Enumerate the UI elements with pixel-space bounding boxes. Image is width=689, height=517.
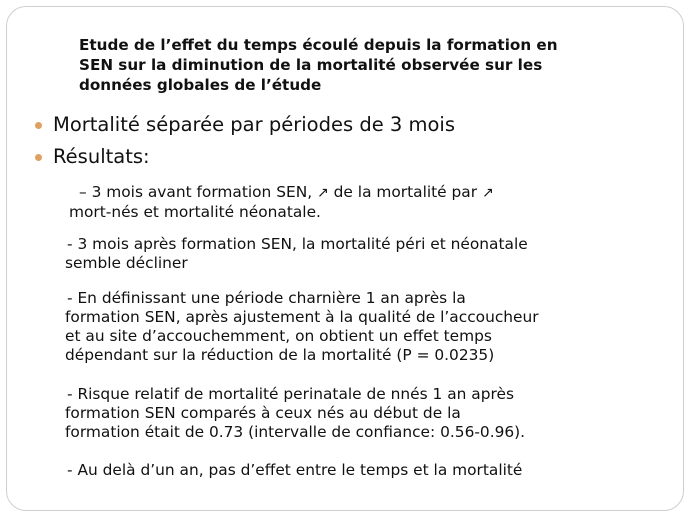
result-5-line-1: - Au delà d’un an, pas d’effet entre le temps et la mortalité — [67, 461, 523, 479]
slide-frame — [6, 6, 684, 511]
result-1-text-b: de la mortalité par — [333, 183, 478, 201]
result-paragraph-1 — [69, 183, 679, 222]
result-2-line-1: - 3 mois après formation SEN, la mortalité péri et néonatale — [67, 235, 528, 253]
up-right-arrow-icon: ↗ — [481, 185, 494, 201]
result-3-line-4: dépendant sur la réduction de la mortalité (P = 0.0235) — [65, 346, 495, 364]
result-4-line-2: formation SEN comparés à ceux nés au début de la — [65, 404, 461, 422]
result-3-line-2: formation SEN, après ajustement à la qualité de l’accoucheur — [65, 308, 539, 326]
bullet-text-1: Mortalité séparée par périodes de 3 mois — [53, 113, 456, 136]
result-paragraph-5 — [67, 461, 667, 480]
result-3-line-1: - En définissant une période charnière 1 an après la — [67, 289, 466, 307]
bullet-text-2: Résultats: — [53, 145, 150, 168]
bullet-dot-icon — [35, 122, 42, 129]
up-right-arrow-icon: ↗ — [317, 185, 329, 201]
result-paragraph-3 — [67, 289, 667, 365]
bullet-dot-icon — [35, 154, 42, 161]
bullet-item-1 — [53, 113, 455, 137]
result-1-line-2: mort-nés et mortalité néonatale. — [69, 203, 321, 221]
result-1-text-a: – 3 mois avant formation SEN, — [79, 183, 313, 201]
result-paragraph-4 — [67, 385, 667, 442]
slide-title — [79, 35, 639, 95]
result-4-line-3: formation était de 0.73 (intervalle de confiance: 0.56-0.96). — [65, 423, 526, 441]
result-1-line-1 — [79, 183, 679, 203]
result-4-line-1: - Risque relatif de mortalité perinatale de nnés 1 an après — [67, 385, 514, 403]
title-line-1: Etude de l’effet du temps écoulé depuis la formation en — [79, 36, 558, 54]
result-2-line-2: semble décliner — [65, 254, 188, 272]
bullet-item-2 — [53, 145, 150, 169]
result-paragraph-2 — [67, 235, 667, 273]
title-line-3: données globales de l’étude — [79, 76, 322, 94]
title-line-2: SEN sur la diminution de la mortalité observée sur les — [79, 56, 543, 74]
result-3-line-3: et au site d’accouchemment, on obtient un effet temps — [65, 327, 492, 345]
